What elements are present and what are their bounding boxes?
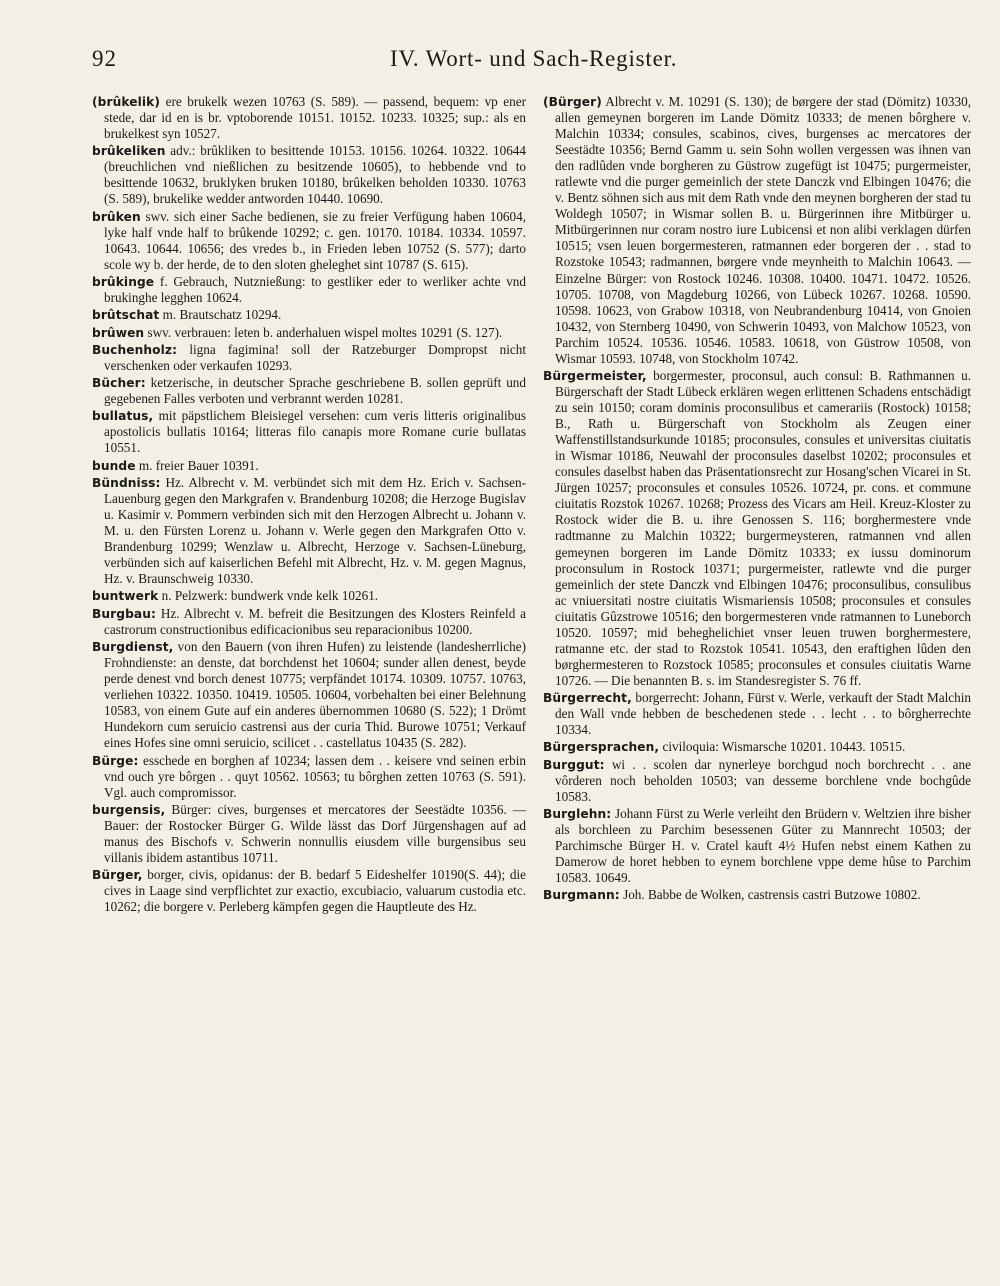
register-entry — [92, 325, 526, 341]
page-number: 92 — [92, 46, 117, 71]
entry-headword: Bürgersprachen, — [543, 740, 660, 755]
page-title: IV. Wort- und Sach-Register. — [390, 46, 678, 71]
register-entry — [92, 802, 526, 866]
register-entry — [92, 639, 526, 751]
register-entry — [92, 94, 526, 142]
register-entry — [543, 690, 971, 738]
register-entry — [543, 757, 971, 805]
entry-text: borgermester, proconsul, auch consul: B. Rathmannen u. Bürgerschaft der Stadt Lübeck erklären wegen erlittenen Schadens entschädigt zu sein 10150; coram dominis proconsulibus et camerariis (Rostock) 10158; B., Rath u. Bürgerschaft von Stockholm als Zeugen einer Waffenstillstandsurkunde 10185; proconsules, consules et universitas ciuitatis in Wismar 10186, Neuwahl der proconsules daselbst 10202; proconsules et consules daselbst haben das Präsentationsrecht zur Hosang'schen Vicarei in St. Jürgen 10257; proconsules et consules 10526. 10724, pr. cons. et commune ciuitatis Rozstok 10267. 10268; Prozess des Vicars am Heil. Kreuz-Kloster zu Rostock wider die B. u. ihre Genossen S. 116; borghermestere vnde radtmanne zu Malchin 10322; burgermeysteren, ratmannen vnd allen gemeynen borgeren im Lande Dömitz 10333; ex iussu dominorum proconsulum in Rostock 10371; purgermeister, ratlewte vnd die purger gemeinlich der stete Danczk vnd Elbingen 10476; proconsulibus, consulibus ac vniuersitati nostre ciuitatis Wismariensis 10508; proconsules et consules ciuitatis Gûzstrowe 10516; den borgermesteren vnde ratmannen to Luneborch 10520. 10597; mid beheghelichiet vnser leuen truwen borghermestere, ratmanne etc. der stad to Rozstok 10541. 10543, den eraftighen lûden den børghermesteren to Rozstock 10585; proconsules et consules ciuitatis Warne 10726. — Die benannten B. s. im Standesregister S. 76 ff. — [555, 367, 971, 688]
entry-text: m. freier Bauer 10391. — [135, 457, 259, 473]
entry-text: swv. verbrauen: leten b. anderhaluen wispel moltes 10291 (S. 127). — [144, 324, 503, 340]
entry-headword: brûkinge — [92, 275, 155, 290]
entry-headword: Burggut: — [543, 757, 605, 772]
register-entry — [92, 606, 526, 638]
register-entry — [543, 806, 971, 886]
entry-headword: Bürgermeister, — [543, 368, 647, 383]
entry-text: borger, civis, opidanus: der B. bedarf 5 Eideshelfer 10190(S. 44); die cives in Laage sind verpflichtet zur exactio, excubiacio, valuarum custodia etc. 10262; die borgere v. Perleberg kämpfen gegen die Hauptleute des Hz. — [104, 867, 526, 915]
entry-text: esschede en borghen af 10234; lassen dem . . keisere vnd seinen erbin vnd ouch yre bôrgen . . quyt 10562. 10563; tu bôrghen zetten 10763 (S. 591). Vgl. auch compromissor. — [104, 752, 526, 800]
entry-headword: Bürge: — [92, 753, 139, 768]
entry-headword: Bürger, — [92, 868, 143, 883]
register-entry — [92, 143, 526, 207]
entry-text: swv. sich einer Sache bedienen, sie zu freier Verfügung haben 10604, lyke half vnde half to brûkende 10292; c. gen. 10170. 10184. 10334. 10597. 10643. 10644. 10656; des vredes b., in Frieden leben 10752 (S. 577); darto scole wy b. der herde, de to den sloten gheleghet sint 10787 (S. 615). — [104, 208, 526, 272]
entry-headword: Burgdienst, — [92, 639, 174, 654]
register-entry — [92, 307, 526, 323]
entry-headword: burgensis, — [92, 802, 166, 817]
entry-text: ere brukelk wezen 10763 (S. 589). — passend, bequem: vp ener stede, dar id en is br. vptoborende 10151. 10152. 10233. 10325; sup.: als en brukelkest syn 10527. — [104, 94, 526, 142]
register-entry — [92, 753, 526, 801]
entry-text: Bürger: cives, burgenses et mercatores der Seestädte 10356. — Bauer: der Rostocker Bürger G. Wilde lässt das Dorf Jürgenshagen auf ad manus des Bischofs v. Schwerin nonnullis eiusdem ville burgensibus seu villanis ibidem astantibus 10711. — [104, 801, 526, 865]
entry-headword: brûken — [92, 209, 141, 224]
entry-headword: Burgbau: — [92, 606, 156, 621]
register-entry — [92, 342, 526, 374]
entry-headword: (Bürger) — [543, 95, 602, 109]
running-header — [92, 46, 922, 82]
entry-text: civiloquia: Wismarsche 10201. 10443. 10515. — [659, 739, 906, 755]
entry-text: wi . . scolen dar nynerleye borchgud noch borchrecht . . ane vôrderen noch beholden 10503; van desseme borchlene vnde bochgûde 10583. — [555, 756, 971, 804]
entry-text: Joh. Babbe de Wolken, castrensis castri Butzowe 10802. — [619, 887, 921, 903]
entry-text: m. Brautschatz 10294. — [159, 307, 282, 323]
entry-text: f. Gebrauch, Nutznießung: to gestliker eder to werliker achte vnd brukinghe legghen 10624. — [104, 274, 526, 306]
entry-headword: Burgmann: — [543, 888, 620, 903]
entry-headword: bullatus, — [92, 409, 154, 424]
entry-text: ketzerische, in deutscher Sprache geschriebene B. sollen geprüft und gegebenen Falles verboten und verbrannt werden 10281. — [104, 375, 526, 407]
register-entry — [92, 867, 526, 915]
register-entry — [543, 887, 971, 903]
entry-headword: Bücher: — [92, 376, 146, 391]
entry-text: borgerrecht: Johann, Fürst v. Werle, verkauft der Stadt Malchin den Wall vnde hebben de beschedenen stede . . lecht . . to bôrgherrechte 10334. — [555, 690, 971, 738]
entry-text: Albrecht v. M. 10291 (S. 130); de børgere der stad (Dömitz) 10330, allen gemeynen borgeren im Lande Dömitz 10333; de menen bôrghere v. Malchin 10334; consules, scabinos, cives, burgenses ac mercatores der Seestädte 10356; Bernd Gamm u. sein Sohn wollen vergessen was ihnen van den radlûden vnde borgheren zu Güstrow zugefügt ist 10475; purgermeister, ratlewte vnd die purger gemeinlich der stete Danczk vnd Elbingen 10476; die v. Bentz söhnen sich aus mit dem Rath vnde den meynen borgheren der stad tu Woldegh 10507; in Wismar sollen B. u. Bürgerinnen ihre Mitbürger u. Mitbürgerinnen nur coram nostro iure Lubicensi et non alibi verklagen dürfen 10515; vsen leuen borgermesteren, ratmannen eder borgeren der . . stad to Rozstoke 10543; radmannen, børgere vnde meynheith to Malchin 10643. — Einzelne Bürger: von Rostock 10246. 10308. 10400. 10471. 10472. 10526. 10705. 10708, von Magdeburg 10266, von Lübeck 10267. 10268. 10590. 10598. 10623, von Grabow 10318, von Neubrandenburg 10414, von Gnoien 10432, von Sternberg 10490, von Schwerin 10493, von Malchow 10523, von Parchim 10524. 10536. 10546. 10583. 10618, von Güstrow 10508, von Wismar 10593. 10748, von Stockholm 10742. — [555, 94, 971, 366]
register-entry — [92, 588, 526, 604]
entry-text: von den Bauern (von ihren Hufen) zu leistende (landesherrliche) Frohndienste: an denste, dat borchdenst het 10604; sunder allen denest, beyde perde denest vnd borch denest 10775; verpfändet 10174. 10309. 10757. 10763, verliehen 10322. 10350. 10419. 10505. 10604, vorbehalten bei einer Belehnung 10583, von einem Gute auf ein anderes übernommen 10680 (S. 522); 1 Drömt Hundekorn cum seruicio castrensi aus der curia Thid. Burowe 10751; Verkauf eines Hofes sine omni seruicio, scilicet . . castellatus 10435 (S. 282). — [104, 638, 526, 751]
register-entry — [92, 274, 526, 306]
entry-headword: Bürgerrecht, — [543, 691, 632, 706]
entry-text: Johann Fürst zu Werle verleiht den Brüdern v. Weltzien ihre bisher als borchleen zu Parchim besessenen Güter zu Mannrecht 10503; der Parchimsche Bürger H. v. Cratel kauft 4½ Hufen nebst einem Kathen zu Damerow de horet hebben to eynem borchlene vppe deme hûse to Parchim 10583. 10649. — [555, 806, 971, 886]
entry-headword: brûwen — [92, 325, 145, 340]
register-entry — [543, 94, 971, 367]
entry-text: Hz. Albrecht v. M. verbündet sich mit dem Hz. Erich v. Sachsen-Lauenburg gegen den Markgrafen v. Brandenburg 10208; die Herzoge Bugislav u. Kasimir v. Pommern verbinden sich mit den Herzogen Albrecht u. Johann v. M. u. den Fürsten Lorenz u. Johann v. Werle gegen den Markgrafen Otto v. Brandenburg 10299; Wenzlaw u. Albrecht, Herzoge v. Sachsen-Lüneburg, verbünden sich auf kaiserlichen Befehl mit Albrecht, Hz. v. M. gegen Magnus, Hz. v. Braunschweig 10330. — [104, 474, 526, 587]
entry-headword: bunde — [92, 458, 136, 473]
register-entry — [92, 475, 526, 587]
entry-text: mit päpstlichem Bleisiegel versehen: cum veris litteris originalibus apostolicis bullatis 10164; litteras filo canapis more Romane curie bullatas 10551. — [104, 408, 526, 456]
entry-headword: Buchenholz: — [92, 342, 178, 357]
right-column — [543, 94, 971, 905]
register-entry — [92, 209, 526, 273]
entry-text: Hz. Albrecht v. M. befreit die Besitzungen des Klosters Reinfeld a castrorum constructionibus edificacionibus seu reparacionibus 10200. — [104, 605, 526, 637]
entry-headword: brûtschat — [92, 308, 160, 323]
entry-text: ligna fagimina! soll der Ratzeburger Dompropst nicht verschenken oder verkaufen 10293. — [104, 341, 526, 373]
left-column — [92, 94, 526, 917]
entry-headword: Burglehn: — [543, 807, 612, 821]
register-entry — [543, 368, 971, 689]
register-entry — [543, 739, 971, 755]
entry-text: adv.: brûkliken to besittende 10153. 10156. 10264. 10322. 10644 (breuchlichen vnd nießlichen zu besitzende 10605), to hebbende vnd to besittende 10632, bruklyken bruken 10180, brûkelken beholden 10330. 10763 (S. 589), brukelike wedder antworden 10440. 10690. — [104, 143, 526, 207]
entry-headword: brûkeliken — [92, 144, 166, 159]
entry-headword: (brûkelik) — [92, 95, 161, 109]
entry-headword: buntwerk — [92, 589, 159, 604]
register-entry — [92, 408, 526, 456]
register-entry — [92, 458, 526, 474]
entry-text: n. Pelzwerk: bundwerk vnde kelk 10261. — [158, 588, 379, 604]
register-entry — [92, 375, 526, 407]
entry-headword: Bündniss: — [92, 475, 161, 490]
